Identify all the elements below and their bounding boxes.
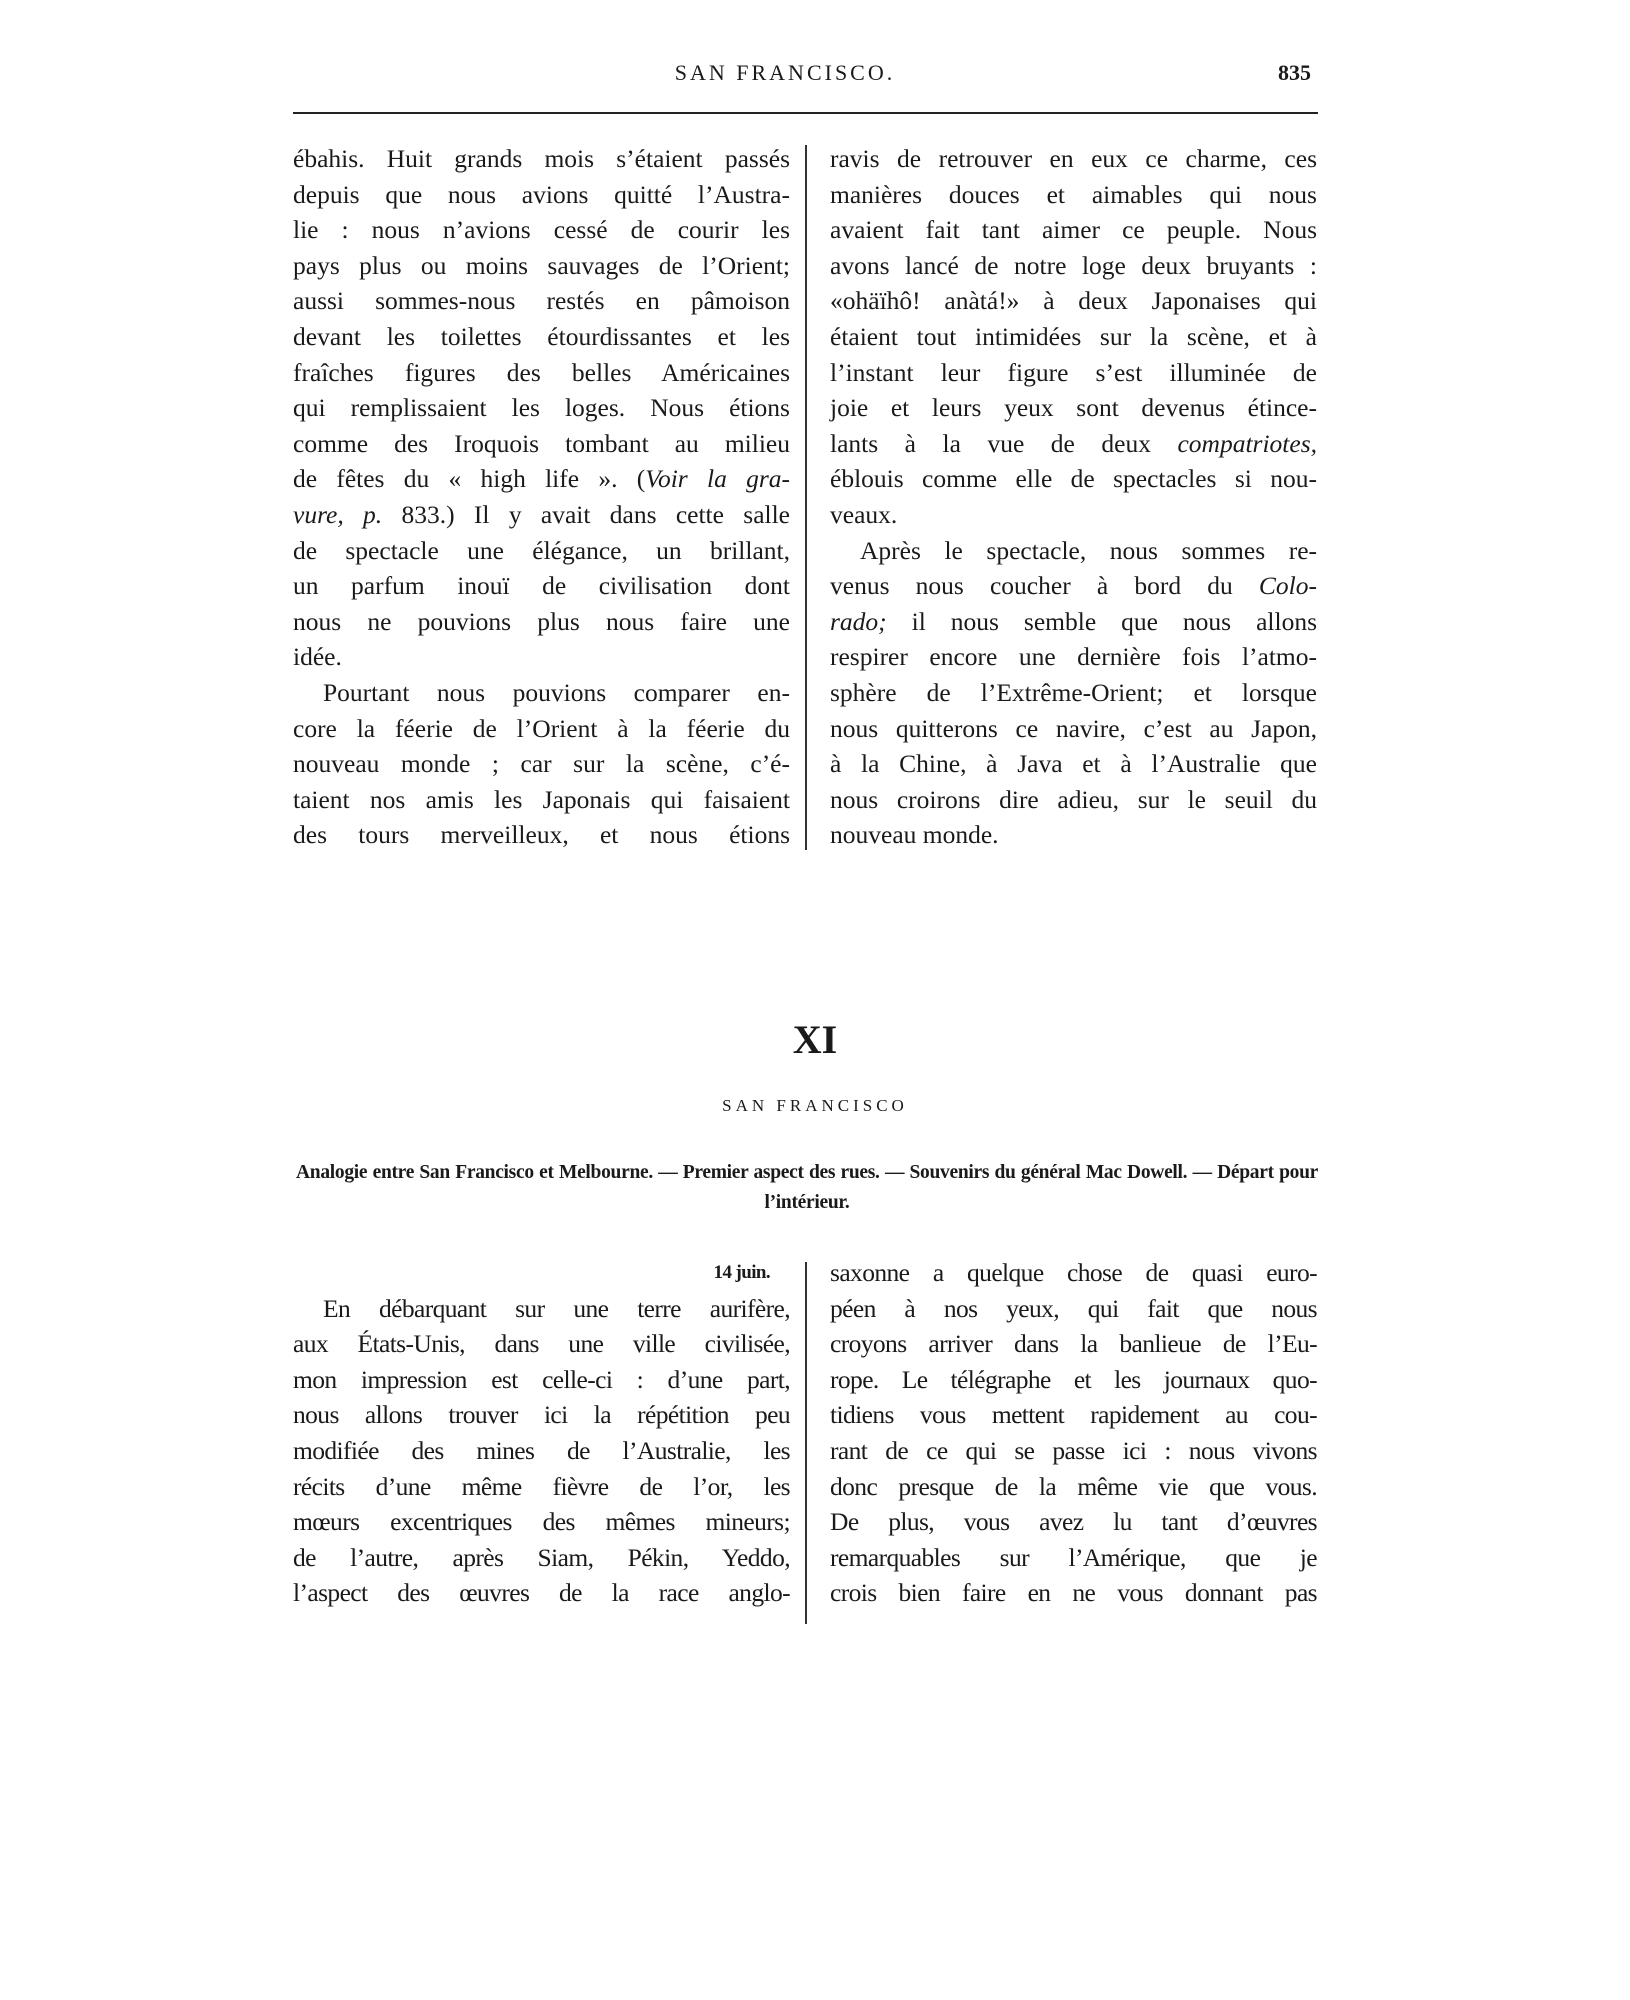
text-segment: core la féerie de l’Orient à la féerie du: [293, 713, 790, 743]
text-segment: étaient tout intimidées sur la scène, et à: [830, 321, 1317, 351]
text-line: [293, 817, 790, 853]
text-line: [293, 497, 790, 533]
text-segment: l’aspect des œuvres de la race anglo-: [293, 1578, 790, 1608]
text-line: [830, 1255, 1317, 1291]
text-segment: l’instant leur figure s’est illuminée de: [830, 357, 1317, 387]
text-segment: mœurs excentriques des mêmes mineurs;: [293, 1507, 790, 1537]
text-segment: de fêtes du « high life ». (: [293, 464, 646, 494]
text-line: [293, 746, 790, 782]
text-line: [293, 675, 790, 711]
text-line: [293, 177, 790, 213]
text-line: [830, 1397, 1317, 1433]
text-segment: qui remplissaient les loges. Nous étions: [293, 393, 790, 423]
text-segment: De plus, vous avez lu tant d’œuvres: [830, 1507, 1317, 1537]
text-line: [830, 533, 1317, 569]
text-line: [293, 1291, 790, 1327]
text-segment: éblouis comme elle de spectacles si nou-: [830, 464, 1317, 494]
text-segment: sphère de l’Extrême-Orient; et lorsque: [830, 677, 1317, 707]
text-line: [830, 248, 1317, 284]
text-line: [830, 604, 1317, 640]
text-segment: nous quitterons ce navire, c’est au Japon,: [830, 713, 1317, 743]
text-segment: modifiée des mines de l’Australie, les: [293, 1435, 790, 1465]
lower-right-column: [830, 1255, 1317, 1611]
text-line: [830, 1433, 1317, 1469]
text-line: [293, 1397, 790, 1433]
text-line: [293, 533, 790, 569]
text-segment: ravis de retrouver en eux ce charme, ces: [830, 144, 1317, 173]
text-line: [293, 319, 790, 355]
text-line: [293, 1433, 790, 1469]
text-segment: «ohäïhô! anàtá!» à deux Japonaises qui: [830, 286, 1317, 316]
text-segment: 14 juin.: [713, 1262, 770, 1283]
text-line: [830, 426, 1317, 462]
column-divider-upper: [805, 145, 807, 850]
text-line: [830, 746, 1317, 782]
column-divider-lower: [805, 1262, 807, 1624]
text-line: [293, 1469, 790, 1505]
running-header-title: SAN FRANCISCO.: [674, 60, 896, 85]
text-segment: devant les toilettes étourdissantes et les: [293, 321, 790, 351]
text-line: [830, 390, 1317, 426]
italic-text: compatriotes,: [1177, 428, 1317, 458]
text-segment: ébahis. Huit grands mois s’étaient passés: [293, 144, 790, 173]
text-segment: nous ne pouvions plus nous faire une: [293, 606, 790, 636]
text-segment: un parfum inouï de civilisation dont: [293, 571, 790, 601]
text-line: [293, 1504, 790, 1540]
text-line: [830, 782, 1317, 818]
chapter-summary: Analogie entre San Francisco et Melbourne. — Premier aspect des rues. — Souvenirs du général Mac Dowell. — Départ pour l’intérieur.: [296, 1162, 1318, 1213]
text-line: [293, 426, 790, 462]
chapter-title: SAN FRANCISCO: [722, 1096, 908, 1115]
text-segment: croyons arriver dans la banlieue de l’Eu-: [830, 1329, 1317, 1359]
text-segment: nouveau monde.: [830, 820, 999, 850]
text-segment: avons lancé de notre loge deux bruyants :: [830, 250, 1317, 280]
italic-text: Voir la gra-: [645, 464, 790, 494]
text-segment: 833.) Il y avait dans cette salle: [382, 499, 790, 529]
text-segment: saxonne a quelque chose de quasi euro-: [830, 1258, 1317, 1287]
text-segment: nous croirons dire adieu, sur le seuil du: [830, 784, 1317, 814]
text-line: [830, 177, 1317, 213]
text-segment: veaux.: [830, 499, 898, 529]
text-line: [830, 639, 1317, 675]
text-line: [293, 1540, 790, 1576]
text-line: [293, 141, 790, 177]
text-segment: mon impression est celle-ci : d’une part,: [293, 1364, 790, 1394]
text-segment: crois bien faire en ne vous donnant pas: [830, 1578, 1317, 1608]
text-line: [830, 675, 1317, 711]
text-segment: respirer encore une dernière fois l’atmo-: [830, 642, 1317, 672]
entry-date: [293, 1255, 790, 1291]
header-rule: [293, 112, 1318, 114]
text-segment: nouveau monde ; car sur la scène, c’é-: [293, 749, 790, 779]
text-line: [293, 390, 790, 426]
text-line: [830, 568, 1317, 604]
text-segment: récits d’une même fièvre de l’or, les: [293, 1471, 790, 1501]
text-line: [293, 1575, 790, 1611]
text-line: [830, 497, 1317, 533]
text-segment: venus nous coucher à bord du: [830, 571, 1259, 601]
text-segment: taient nos amis les Japonais qui faisaient: [293, 784, 790, 814]
text-segment: donc presque de la même vie que vous.: [830, 1471, 1317, 1501]
text-segment: joie et leurs yeux sont devenus étince-: [830, 393, 1317, 423]
upper-right-column: [830, 141, 1317, 853]
upper-left-column: [293, 141, 790, 853]
text-line: [830, 355, 1317, 391]
text-segment: aussi sommes-nous restés en pâmoison: [293, 286, 790, 316]
text-line: [293, 604, 790, 640]
text-line: [830, 1575, 1317, 1611]
italic-text: vure, p.: [293, 499, 383, 529]
page-number: 835: [1278, 60, 1311, 85]
italic-text: rado;: [830, 606, 887, 636]
text-segment: pays plus ou moins sauvages de l’Orient;: [293, 250, 790, 280]
text-line: [293, 355, 790, 391]
text-segment: comme des Iroquois tombant au milieu: [293, 428, 790, 458]
text-line: [830, 1540, 1317, 1576]
text-segment: lie : nous n’avions cessé de courir les: [293, 215, 790, 245]
text-line: [293, 782, 790, 818]
text-line: [830, 1291, 1317, 1327]
text-line: [293, 568, 790, 604]
text-segment: Pourtant nous pouvions comparer en-: [323, 677, 790, 707]
text-line: [830, 319, 1317, 355]
text-segment: idée.: [293, 642, 342, 672]
text-line: [293, 248, 790, 284]
text-line: [830, 1469, 1317, 1505]
text-segment: Après le spectacle, nous sommes re-: [860, 535, 1317, 565]
text-segment: fraîches figures des belles Américaines: [293, 357, 790, 387]
text-segment: de spectacle une élégance, un brillant,: [293, 535, 790, 565]
text-segment: remarquables sur l’Amérique, que je: [830, 1542, 1317, 1572]
text-segment: à la Chine, à Java et à l’Australie que: [830, 749, 1317, 779]
text-line: [293, 639, 790, 675]
chapter-number: XI: [792, 1017, 838, 1062]
text-segment: manières douces et aimables qui nous: [830, 179, 1317, 209]
text-segment: aux États-Unis, dans une ville civilisée,: [293, 1329, 790, 1359]
text-line: [830, 817, 1317, 853]
lower-left-column: [293, 1255, 790, 1611]
text-line: [830, 283, 1317, 319]
text-segment: des tours merveilleux, et nous étions: [293, 820, 790, 850]
text-line: [293, 283, 790, 319]
text-line: [830, 711, 1317, 747]
text-segment: de l’autre, après Siam, Pékin, Yeddo,: [293, 1542, 790, 1572]
text-segment: il nous semble que nous allons: [886, 606, 1317, 636]
text-segment: nous allons trouver ici la répétition peu: [293, 1400, 790, 1430]
text-line: [830, 212, 1317, 248]
text-line: [293, 1326, 790, 1362]
text-segment: En débarquant sur une terre aurifère,: [323, 1293, 790, 1323]
text-segment: péen à nos yeux, qui fait que nous: [830, 1293, 1317, 1323]
text-segment: lants à la vue de deux: [830, 428, 1178, 458]
text-segment: tidiens vous mettent rapidement au cou-: [830, 1400, 1317, 1430]
text-line: [830, 461, 1317, 497]
text-line: [293, 212, 790, 248]
text-line: [293, 711, 790, 747]
text-segment: depuis que nous avions quitté l’Austra-: [293, 179, 790, 209]
text-line: [830, 1326, 1317, 1362]
text-segment: rant de ce qui se passe ici : nous vivons: [830, 1435, 1317, 1465]
text-line: [293, 1362, 790, 1398]
text-line: [830, 141, 1317, 177]
text-segment: rope. Le télégraphe et les journaux quo-: [830, 1364, 1317, 1394]
italic-text: Colo-: [1258, 571, 1317, 601]
text-line: [830, 1504, 1317, 1540]
text-segment: avaient fait tant aimer ce peuple. Nous: [830, 215, 1317, 245]
text-line: [293, 461, 790, 497]
text-line: [830, 1362, 1317, 1398]
